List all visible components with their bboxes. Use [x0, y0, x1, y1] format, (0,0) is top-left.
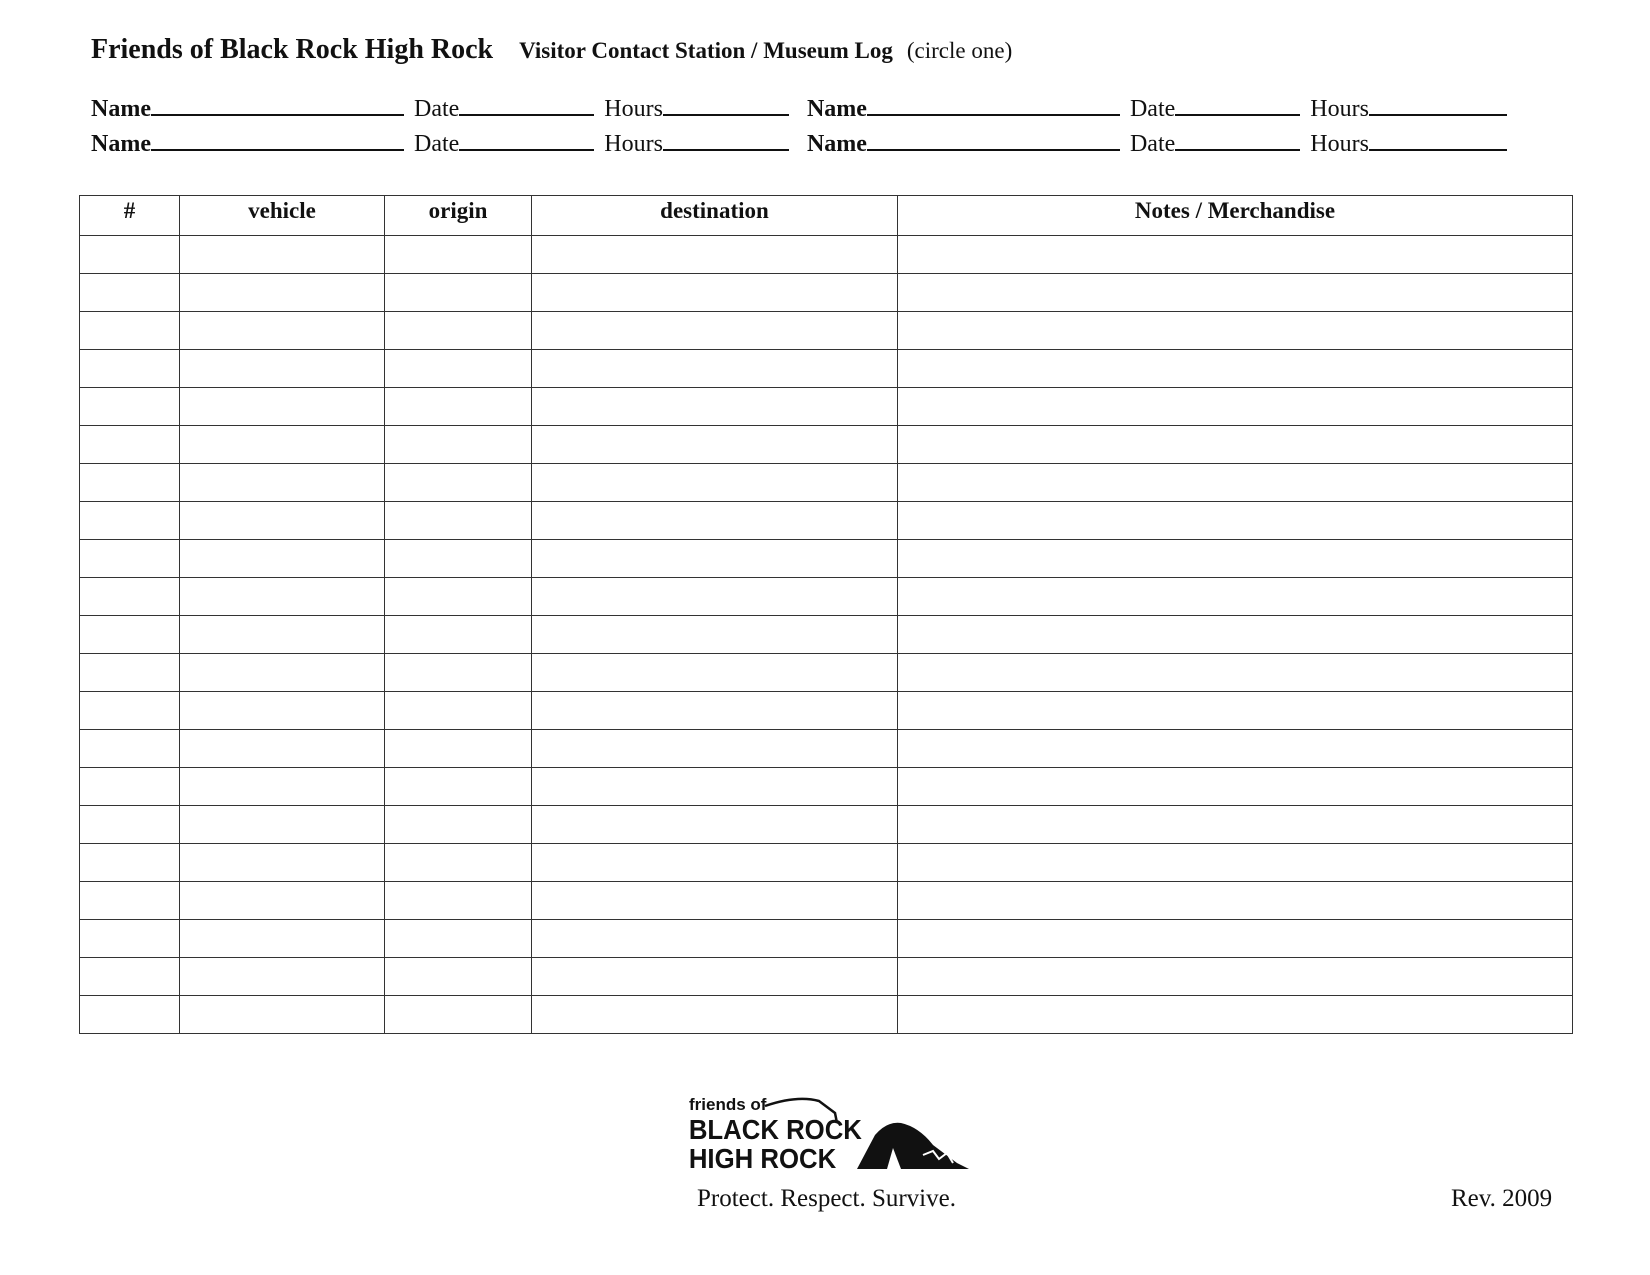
hours-blank[interactable] — [663, 94, 789, 116]
table-row — [80, 578, 1573, 616]
logo-text-high-rock: HIGH ROCK — [688, 1143, 837, 1173]
table-cell[interactable] — [898, 692, 1573, 730]
table-cell[interactable] — [385, 654, 532, 692]
table-cell[interactable] — [385, 502, 532, 540]
table-cell[interactable] — [385, 426, 532, 464]
table-row — [80, 730, 1573, 768]
staff-row-2 — [91, 129, 1507, 158]
revision-label: Rev. 2009 — [1451, 1185, 1553, 1212]
table-cell[interactable] — [532, 730, 898, 768]
date-blank[interactable] — [1175, 94, 1300, 116]
table-cell[interactable] — [180, 388, 385, 426]
table-cell[interactable] — [180, 274, 385, 312]
table-cell[interactable] — [532, 882, 898, 920]
table-cell[interactable] — [532, 616, 898, 654]
table-cell[interactable] — [385, 388, 532, 426]
table-cell[interactable] — [898, 274, 1573, 312]
table-cell[interactable] — [80, 730, 180, 768]
table-cell[interactable] — [180, 236, 385, 274]
column-header-notes: Notes / Merchandise — [898, 196, 1573, 236]
log-title: Visitor Contact Station / Museum Log — [519, 38, 893, 63]
table-row — [80, 882, 1573, 920]
table-cell[interactable] — [532, 692, 898, 730]
table-cell[interactable] — [180, 996, 385, 1034]
form-title-row — [91, 34, 1012, 66]
table-row — [80, 236, 1573, 274]
date-blank[interactable] — [1175, 129, 1300, 151]
table-cell[interactable] — [180, 312, 385, 350]
hours-label: Hours — [604, 96, 663, 122]
table-cell[interactable] — [385, 578, 532, 616]
table-cell[interactable] — [180, 844, 385, 882]
table-cell[interactable] — [898, 844, 1573, 882]
table-cell[interactable] — [180, 464, 385, 502]
hours-label: Hours — [604, 131, 663, 157]
table-cell[interactable] — [80, 616, 180, 654]
table-cell[interactable] — [80, 502, 180, 540]
name-label: Name — [806, 96, 867, 122]
table-cell[interactable] — [80, 578, 180, 616]
table-cell[interactable] — [385, 692, 532, 730]
table-cell[interactable] — [532, 312, 898, 350]
date-label: Date — [413, 131, 460, 157]
table-cell[interactable] — [385, 616, 532, 654]
table-cell[interactable] — [898, 464, 1573, 502]
name-label: Name — [91, 96, 151, 122]
table-cell[interactable] — [898, 312, 1573, 350]
table-row — [80, 844, 1573, 882]
organization-title: Friends of Black Rock High Rock — [91, 34, 494, 65]
table-cell[interactable] — [898, 730, 1573, 768]
table-cell[interactable] — [898, 350, 1573, 388]
table-row — [80, 274, 1573, 312]
table-cell[interactable] — [898, 236, 1573, 274]
staff-row-1 — [91, 94, 1507, 123]
table-cell[interactable] — [180, 578, 385, 616]
table-cell[interactable] — [532, 996, 898, 1034]
staff-entry — [807, 94, 1507, 123]
table-cell[interactable] — [180, 692, 385, 730]
table-cell[interactable] — [898, 502, 1573, 540]
table-row — [80, 654, 1573, 692]
table-row — [80, 540, 1573, 578]
table-cell[interactable] — [532, 920, 898, 958]
table-cell[interactable] — [385, 768, 532, 806]
tagline: Protect. Respect. Survive. — [697, 1185, 956, 1212]
table-row — [80, 920, 1573, 958]
name-blank[interactable] — [151, 94, 404, 116]
table-row — [80, 616, 1573, 654]
friends-of-black-rock-high-rock-logo — [687, 1093, 987, 1173]
table-cell[interactable] — [898, 578, 1573, 616]
table-cell[interactable] — [80, 654, 180, 692]
table-cell[interactable] — [80, 426, 180, 464]
table-cell[interactable] — [385, 540, 532, 578]
table-cell[interactable] — [180, 882, 385, 920]
table-cell[interactable] — [532, 578, 898, 616]
table-cell[interactable] — [80, 464, 180, 502]
staff-entry — [91, 129, 789, 158]
hours-label: Hours — [1310, 96, 1369, 122]
table-cell[interactable] — [898, 996, 1573, 1034]
table-cell[interactable] — [180, 350, 385, 388]
table-cell[interactable] — [532, 464, 898, 502]
table-cell[interactable] — [180, 540, 385, 578]
table-cell[interactable] — [385, 464, 532, 502]
table-cell[interactable] — [180, 806, 385, 844]
table-row — [80, 768, 1573, 806]
hours-blank[interactable] — [1369, 129, 1507, 151]
table-cell[interactable] — [898, 882, 1573, 920]
table-cell[interactable] — [532, 502, 898, 540]
table-cell[interactable] — [532, 350, 898, 388]
name-label: Name — [806, 131, 867, 157]
table-cell[interactable] — [532, 426, 898, 464]
table-cell[interactable] — [898, 426, 1573, 464]
table-cell[interactable] — [180, 958, 385, 996]
table-cell[interactable] — [80, 768, 180, 806]
table-body — [80, 236, 1573, 1034]
table-cell[interactable] — [80, 806, 180, 844]
staff-entry — [91, 94, 789, 123]
date-blank[interactable] — [459, 129, 594, 151]
table-cell[interactable] — [80, 236, 180, 274]
column-header-number: # — [80, 196, 180, 236]
table-cell[interactable] — [80, 388, 180, 426]
circle-one-note: (circle one) — [906, 38, 1013, 63]
table-cell[interactable] — [385, 920, 532, 958]
column-header-vehicle: vehicle — [180, 196, 385, 236]
table-row — [80, 388, 1573, 426]
table-cell[interactable] — [532, 958, 898, 996]
visitor-log-table — [79, 195, 1573, 1034]
table-cell[interactable] — [80, 312, 180, 350]
table-row — [80, 996, 1573, 1034]
table-cell[interactable] — [385, 236, 532, 274]
logo-text-black-rock: BLACK ROCK — [688, 1114, 862, 1146]
table-cell[interactable] — [80, 958, 180, 996]
name-blank[interactable] — [151, 129, 404, 151]
name-blank[interactable] — [867, 94, 1120, 116]
table-cell[interactable] — [898, 920, 1573, 958]
table-cell[interactable] — [385, 274, 532, 312]
table-row — [80, 464, 1573, 502]
hours-label: Hours — [1310, 131, 1369, 157]
logo-text-friends-of: friends of — [689, 1095, 767, 1114]
table-cell[interactable] — [898, 806, 1573, 844]
table-cell[interactable] — [532, 540, 898, 578]
table-row — [80, 312, 1573, 350]
table-cell[interactable] — [180, 920, 385, 958]
date-blank[interactable] — [459, 94, 594, 116]
table-cell[interactable] — [385, 882, 532, 920]
table-cell[interactable] — [80, 274, 180, 312]
table-cell[interactable] — [532, 768, 898, 806]
table-cell[interactable] — [80, 882, 180, 920]
column-header-origin: origin — [385, 196, 532, 236]
table-cell[interactable] — [80, 920, 180, 958]
table-row — [80, 426, 1573, 464]
table-cell[interactable] — [385, 958, 532, 996]
name-blank[interactable] — [867, 129, 1120, 151]
table-cell[interactable] — [385, 730, 532, 768]
table-row — [80, 806, 1573, 844]
table-cell[interactable] — [80, 350, 180, 388]
table-cell[interactable] — [898, 654, 1573, 692]
table-cell[interactable] — [385, 806, 532, 844]
table-row — [80, 958, 1573, 996]
table-cell[interactable] — [532, 274, 898, 312]
table-cell[interactable] — [898, 616, 1573, 654]
table-cell[interactable] — [180, 654, 385, 692]
table-cell[interactable] — [532, 388, 898, 426]
table-cell[interactable] — [180, 502, 385, 540]
table-row — [80, 692, 1573, 730]
table-cell[interactable] — [898, 388, 1573, 426]
hours-blank[interactable] — [1369, 94, 1507, 116]
staff-entry — [807, 129, 1507, 158]
table-cell[interactable] — [80, 540, 180, 578]
table-cell[interactable] — [532, 806, 898, 844]
hours-blank[interactable] — [663, 129, 789, 151]
table-cell[interactable] — [898, 768, 1573, 806]
table-cell[interactable] — [385, 996, 532, 1034]
table-row — [80, 350, 1573, 388]
table-cell[interactable] — [80, 996, 180, 1034]
table-cell[interactable] — [385, 350, 532, 388]
date-label: Date — [1129, 131, 1176, 157]
table-cell[interactable] — [532, 844, 898, 882]
date-label: Date — [413, 96, 460, 122]
table-cell[interactable] — [180, 616, 385, 654]
table-cell[interactable] — [180, 426, 385, 464]
table-cell[interactable] — [80, 692, 180, 730]
table-row — [80, 502, 1573, 540]
table-cell[interactable] — [532, 654, 898, 692]
table-cell[interactable] — [385, 844, 532, 882]
table-cell[interactable] — [385, 312, 532, 350]
name-label: Name — [91, 131, 151, 157]
table-cell[interactable] — [180, 730, 385, 768]
table-cell[interactable] — [180, 768, 385, 806]
table-cell[interactable] — [532, 236, 898, 274]
table-header-row — [80, 196, 1573, 236]
date-label: Date — [1129, 96, 1176, 122]
column-header-destination: destination — [532, 196, 898, 236]
table-cell[interactable] — [898, 540, 1573, 578]
table-cell[interactable] — [80, 844, 180, 882]
table-cell[interactable] — [898, 958, 1573, 996]
